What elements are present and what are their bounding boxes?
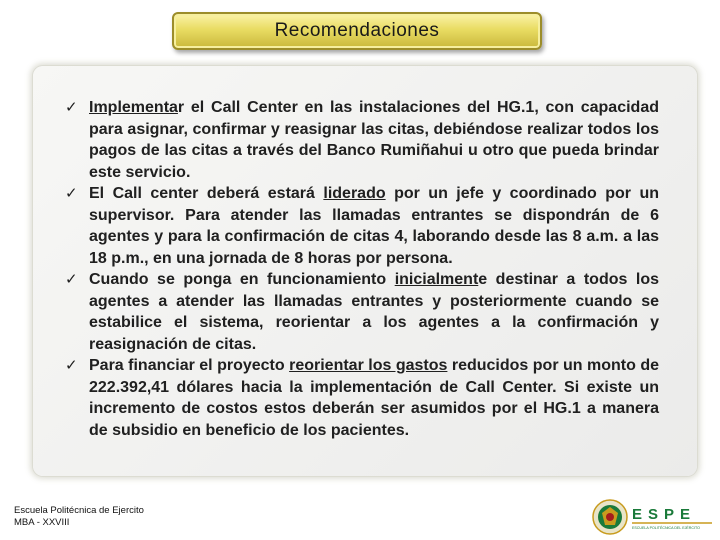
recommendations-list: [62, 97, 659, 441]
slide-title: Recomendaciones: [274, 20, 440, 41]
bullet-text: r el Call Center en las instalaciones del HG.1, con capacidad para asignar, confirmar y reasignar las citas, debiéndose realizar todos los pagos de las citas a través del Banco Rumiñahui u otro que pueda brindar este servicio.: [89, 99, 659, 181]
underlined-text: inicialment: [394, 271, 479, 288]
espe-logo: [592, 497, 714, 537]
bullet-text: reducidos por un monto de 222.392,41 dólares hacia la implementación de Call Center. Si existe un incremento de costos estos deberán ser asumidos por el HG.1 a manera de subsidio en beneficio de los pacientes.: [89, 357, 659, 439]
checkmark-icon: ✓: [65, 357, 78, 374]
logo-wordmark: ESPE: [632, 506, 697, 523]
checkmark-icon: ✓: [65, 185, 78, 202]
title-banner: [172, 12, 542, 50]
bullet-text: e destinar a todos los agentes a atender las llamadas entrantes y posteriormente cuando se estabilice el sistema, reorientar a los agentes a la confirmación y reasignación de citas.: [89, 271, 660, 353]
footer-program: MBA - XXVIII: [14, 517, 70, 528]
checkmark-icon: ✓: [65, 271, 78, 288]
bullet-text: El Call center deberá estará: [89, 185, 324, 202]
footer: [14, 505, 144, 529]
bullet-text: Cuando se ponga en funcionamiento: [89, 271, 395, 288]
bullet-text: Para financiar el proyecto: [89, 357, 290, 374]
footer-institution: Escuela Politécnica de Ejercito: [14, 505, 144, 516]
list-item: [62, 183, 659, 269]
underlined-text: liderado: [323, 185, 386, 202]
checkmark-icon: ✓: [65, 99, 78, 116]
list-item: [62, 269, 659, 355]
underlined-text: Implementa: [89, 99, 178, 116]
logo-subtext: ESCUELA POLITÉCNICA DEL EJÉRCITO: [632, 526, 700, 530]
list-item: [62, 355, 659, 441]
crest-center: [606, 513, 614, 521]
underlined-text: reorientar los gastos: [289, 357, 448, 374]
bullet-text: por un jefe y coordinado por un supervisor. Para atender las llamadas entrantes se dispondrán de 6 agentes y para la confirmación de citas 4, laborando desde las 8 a.m. a las 18 p.m., en una jornada de 8 horas por persona.: [89, 185, 659, 267]
list-item: [62, 97, 659, 183]
